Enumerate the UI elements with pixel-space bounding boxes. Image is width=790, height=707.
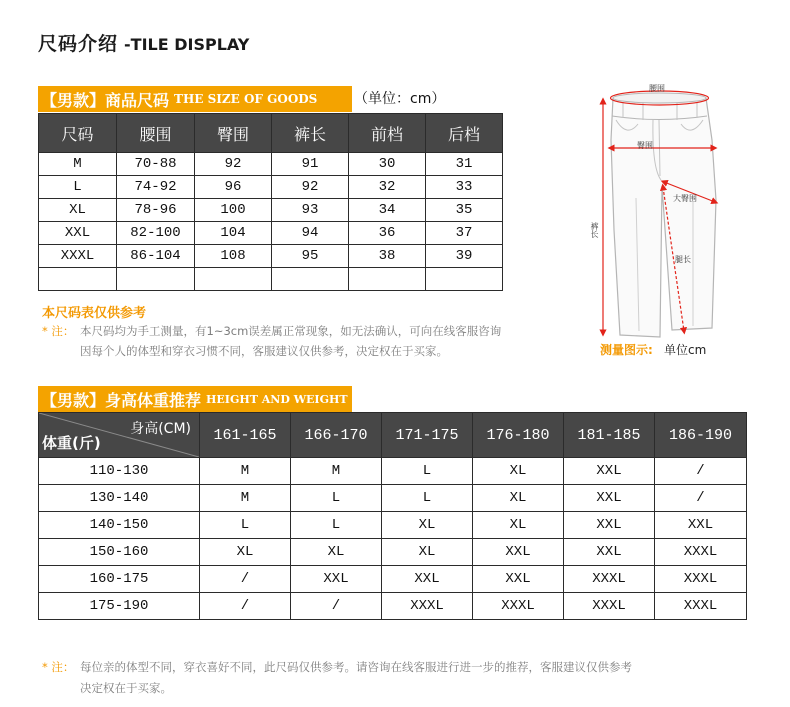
- size-table-cell: 30: [349, 153, 426, 176]
- recommended-size-cell: /: [291, 593, 382, 620]
- length-label: 裤长: [590, 222, 599, 238]
- weight-range-cell: 110-130: [39, 458, 200, 485]
- size-table-cell: XL: [39, 199, 117, 222]
- size-table-cell: 92: [195, 153, 272, 176]
- size-table-cell: L: [39, 176, 117, 199]
- recommended-size-cell: XXXL: [473, 593, 564, 620]
- diagram-unit-label: 单位cm: [664, 343, 707, 357]
- recommended-size-cell: L: [291, 512, 382, 539]
- bottom-note-line: 决定权在于买家。: [80, 681, 172, 695]
- size-table-header-cell: 前档: [349, 114, 426, 153]
- recommended-size-cell: XXL: [564, 539, 655, 566]
- recommended-size-cell: /: [655, 485, 747, 512]
- size-table-cell: 100: [195, 199, 272, 222]
- recommended-size-cell: XL: [200, 539, 291, 566]
- size-table-cell: 93: [272, 199, 349, 222]
- pants-outline: [611, 98, 716, 337]
- size-table-header-cell: 臀围: [195, 114, 272, 153]
- size-banner: [38, 86, 352, 112]
- size-table-header-cell: 裤长: [272, 114, 349, 153]
- height-weight-row: [39, 593, 747, 620]
- height-weight-table: [38, 412, 747, 620]
- height-weight-row: [39, 512, 747, 539]
- size-table-cell: XXXL: [39, 245, 117, 268]
- size-table-cell: [272, 268, 349, 291]
- height-range-header-cell: 186-190: [655, 413, 747, 458]
- height-range-header-cell: 171-175: [382, 413, 473, 458]
- size-table-cell: 92: [272, 176, 349, 199]
- size-table-cell: 35: [426, 199, 503, 222]
- height-weight-row: [39, 539, 747, 566]
- size-reference-note: 本尺码表仅供参考: [42, 306, 147, 321]
- size-table-cell: [195, 268, 272, 291]
- size-table-row: [39, 176, 503, 199]
- height-weight-row: [39, 458, 747, 485]
- recommended-size-cell: L: [200, 512, 291, 539]
- inseam-label: 腿长: [675, 255, 691, 264]
- size-table-header-row: [39, 114, 503, 153]
- recommended-size-cell: L: [382, 458, 473, 485]
- size-table-row: [39, 199, 503, 222]
- corner-header-cell: [39, 413, 200, 458]
- height-weight-row: [39, 485, 747, 512]
- size-table-cell: 91: [272, 153, 349, 176]
- size-table-cell: 86-104: [117, 245, 195, 268]
- size-banner-title: 【男款】商品尺码: [41, 90, 170, 110]
- waist-label: 腰围: [649, 84, 665, 93]
- size-table-cell: 70-88: [117, 153, 195, 176]
- size-table-cell: 38: [349, 245, 426, 268]
- recommended-size-cell: XXXL: [564, 566, 655, 593]
- recommended-size-cell: XXL: [564, 512, 655, 539]
- recommended-size-cell: XXL: [473, 539, 564, 566]
- size-table-cell: 78-96: [117, 199, 195, 222]
- recommended-size-cell: XXL: [655, 512, 747, 539]
- recommended-size-cell: XL: [382, 512, 473, 539]
- recommended-size-cell: XXXL: [655, 566, 747, 593]
- size-table-header-cell: 后档: [426, 114, 503, 153]
- recommended-size-cell: XL: [291, 539, 382, 566]
- recommended-size-cell: XXXL: [655, 539, 747, 566]
- weight-range-cell: 175-190: [39, 593, 200, 620]
- height-weight-table-body: [39, 458, 747, 620]
- recommended-size-cell: M: [291, 458, 382, 485]
- height-weight-banner-title: 【男款】身高体重推荐: [41, 390, 202, 410]
- size-table-row: [39, 222, 503, 245]
- recommended-size-cell: XXL: [382, 566, 473, 593]
- size-table-cell: [39, 268, 117, 291]
- recommended-size-cell: L: [382, 485, 473, 512]
- size-table: [38, 113, 503, 291]
- size-table-row: [39, 153, 503, 176]
- corner-height-label: 身高(CM): [130, 421, 191, 437]
- size-table-row: [39, 245, 503, 268]
- size-table-header-cell: 尺码: [39, 114, 117, 153]
- hip-label: 臀围: [637, 141, 653, 150]
- weight-range-cell: 150-160: [39, 539, 200, 566]
- recommended-size-cell: XXXL: [655, 593, 747, 620]
- size-table-cell: 94: [272, 222, 349, 245]
- size-table-row: [39, 268, 503, 291]
- recommended-size-cell: XL: [473, 512, 564, 539]
- size-table-cell: 39: [426, 245, 503, 268]
- recommended-size-cell: XL: [473, 485, 564, 512]
- recommended-size-cell: XXL: [473, 566, 564, 593]
- height-weight-banner-subtitle: HEIGHT AND WEIGHT: [206, 392, 348, 406]
- thigh-label: 大臀围: [673, 194, 697, 203]
- size-table-cell: XXL: [39, 222, 117, 245]
- page-title: [38, 29, 249, 56]
- size-table-cell: 74-92: [117, 176, 195, 199]
- size-table-cell: [349, 268, 426, 291]
- waistband-top: [613, 93, 706, 103]
- size-table-cell: 95: [272, 245, 349, 268]
- recommended-size-cell: M: [200, 458, 291, 485]
- size-unit-label: （单位：cm）: [354, 91, 446, 107]
- size-table-cell: 32: [349, 176, 426, 199]
- weight-range-cell: 130-140: [39, 485, 200, 512]
- height-weight-header-row: [39, 413, 747, 458]
- size-table-cell: 36: [349, 222, 426, 245]
- size-table-cell: 37: [426, 222, 503, 245]
- size-banner-subtitle: THE SIZE OF GOODS: [174, 92, 318, 106]
- recommended-size-cell: /: [655, 458, 747, 485]
- size-table-cell: [117, 268, 195, 291]
- size-table-cell: 104: [195, 222, 272, 245]
- recommended-size-cell: /: [200, 566, 291, 593]
- size-table-cell: 34: [349, 199, 426, 222]
- bottom-note-line: 每位亲的体型不同，穿衣喜好不同，此尺码仅供参考。请咨询在线客服进行进一步的推荐，客服建议仅供参考: [80, 660, 632, 674]
- page-title-en: -TILE DISPLAY: [124, 35, 250, 54]
- size-table-cell: M: [39, 153, 117, 176]
- weight-range-cell: 140-150: [39, 512, 200, 539]
- weight-range-cell: 160-175: [39, 566, 200, 593]
- size-table-cell: [426, 268, 503, 291]
- diagram-caption: 测量图示:: [600, 343, 653, 357]
- size-note-line: 因每个人的体型和穿衣习惯不同，客服建议仅供参考，决定权在于买家。: [80, 344, 448, 358]
- recommended-size-cell: XXL: [564, 485, 655, 512]
- height-weight-banner: [38, 386, 352, 412]
- size-table-header-cell: 腰围: [117, 114, 195, 153]
- corner-weight-label: 体重(斤): [42, 434, 101, 452]
- recommended-size-cell: XXL: [564, 458, 655, 485]
- size-note-line: 本尺码均为手工测量，有1~3cm误差属正常现象，如无法确认，可向在线客服咨询: [80, 324, 502, 338]
- recommended-size-cell: /: [200, 593, 291, 620]
- recommended-size-cell: L: [291, 485, 382, 512]
- height-range-header-cell: 176-180: [473, 413, 564, 458]
- size-note-prefix: * 注：: [42, 324, 75, 338]
- height-range-header-cell: 181-185: [564, 413, 655, 458]
- recommended-size-cell: XL: [382, 539, 473, 566]
- height-range-header-cell: 161-165: [200, 413, 291, 458]
- height-weight-row: [39, 566, 747, 593]
- recommended-size-cell: XL: [473, 458, 564, 485]
- recommended-size-cell: XXL: [291, 566, 382, 593]
- height-range-header-cell: 166-170: [291, 413, 382, 458]
- recommended-size-cell: XXXL: [564, 593, 655, 620]
- size-table-cell: 33: [426, 176, 503, 199]
- size-table-cell: 108: [195, 245, 272, 268]
- recommended-size-cell: M: [200, 485, 291, 512]
- recommended-size-cell: XXXL: [382, 593, 473, 620]
- size-table-body: [39, 153, 503, 291]
- page-title-cn: 尺码介绍: [38, 33, 119, 55]
- size-table-cell: 31: [426, 153, 503, 176]
- bottom-note-prefix: * 注：: [42, 660, 75, 674]
- size-table-cell: 96: [195, 176, 272, 199]
- size-table-cell: 82-100: [117, 222, 195, 245]
- pants-measurement-diagram: [583, 76, 743, 344]
